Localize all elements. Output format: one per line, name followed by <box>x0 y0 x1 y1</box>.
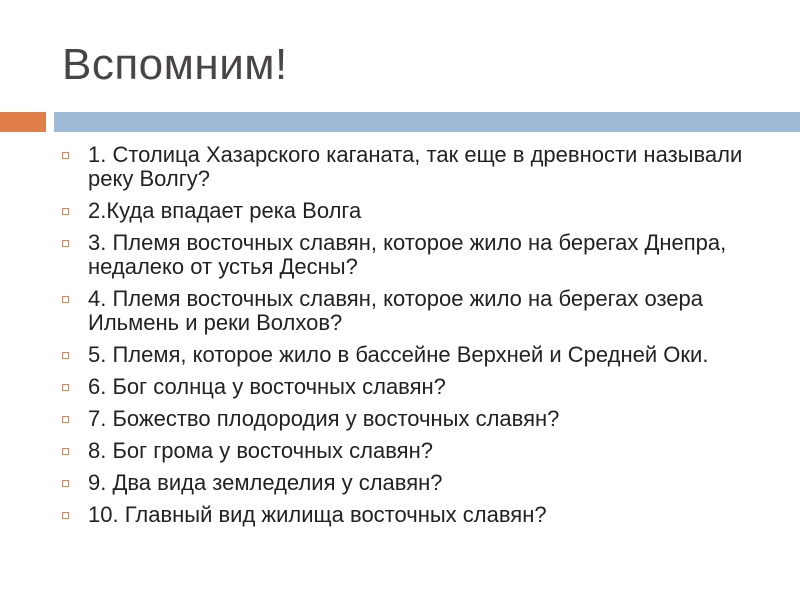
item-text: 2.Куда впадает река Волга <box>88 198 362 223</box>
item-text: 4. Племя восточных славян, которое жило на берегах озера Ильмень и реки Волхов? <box>88 286 704 335</box>
bullet-square-icon <box>62 352 69 359</box>
bullet-square-icon <box>62 208 69 215</box>
list-item <box>62 439 762 463</box>
bullet-square-icon <box>62 296 69 303</box>
bullet-square-icon <box>62 152 69 159</box>
list-item <box>62 343 762 367</box>
list-item <box>62 287 762 335</box>
list-item <box>62 231 762 279</box>
question-list <box>62 143 762 535</box>
item-text: 1. Столица Хазарского каганата, так еще в древности называли реку Волгу? <box>88 142 743 191</box>
item-text: 10. Главный вид жилища восточных славян? <box>88 502 547 527</box>
list-item <box>62 143 762 191</box>
item-text: 8. Бог грома у восточных славян? <box>88 438 433 463</box>
item-text: 3. Племя восточных славян, которое жило на берегах Днепра, недалеко от устья Десны? <box>88 230 727 279</box>
item-text: 9. Два вида земледелия у славян? <box>88 470 443 495</box>
item-text: 5. Племя, которое жило в бассейне Верхней и Средней Оки. <box>88 342 709 367</box>
bullet-square-icon <box>62 416 69 423</box>
bullet-square-icon <box>62 480 69 487</box>
bullet-square-icon <box>62 512 69 519</box>
accent-bar <box>0 112 46 132</box>
item-text: 7. Божество плодородия у восточных славян? <box>88 406 560 431</box>
list-item <box>62 503 762 527</box>
list-item <box>62 407 762 431</box>
bullet-square-icon <box>62 448 69 455</box>
bullet-square-icon <box>62 240 69 247</box>
list-item <box>62 375 762 399</box>
bullet-square-icon <box>62 384 69 391</box>
list-item <box>62 199 762 223</box>
slide-title: Вспомним! <box>62 40 288 89</box>
item-text: 6. Бог солнца у восточных славян? <box>88 374 446 399</box>
header-bar <box>54 112 800 132</box>
list-item <box>62 471 762 495</box>
